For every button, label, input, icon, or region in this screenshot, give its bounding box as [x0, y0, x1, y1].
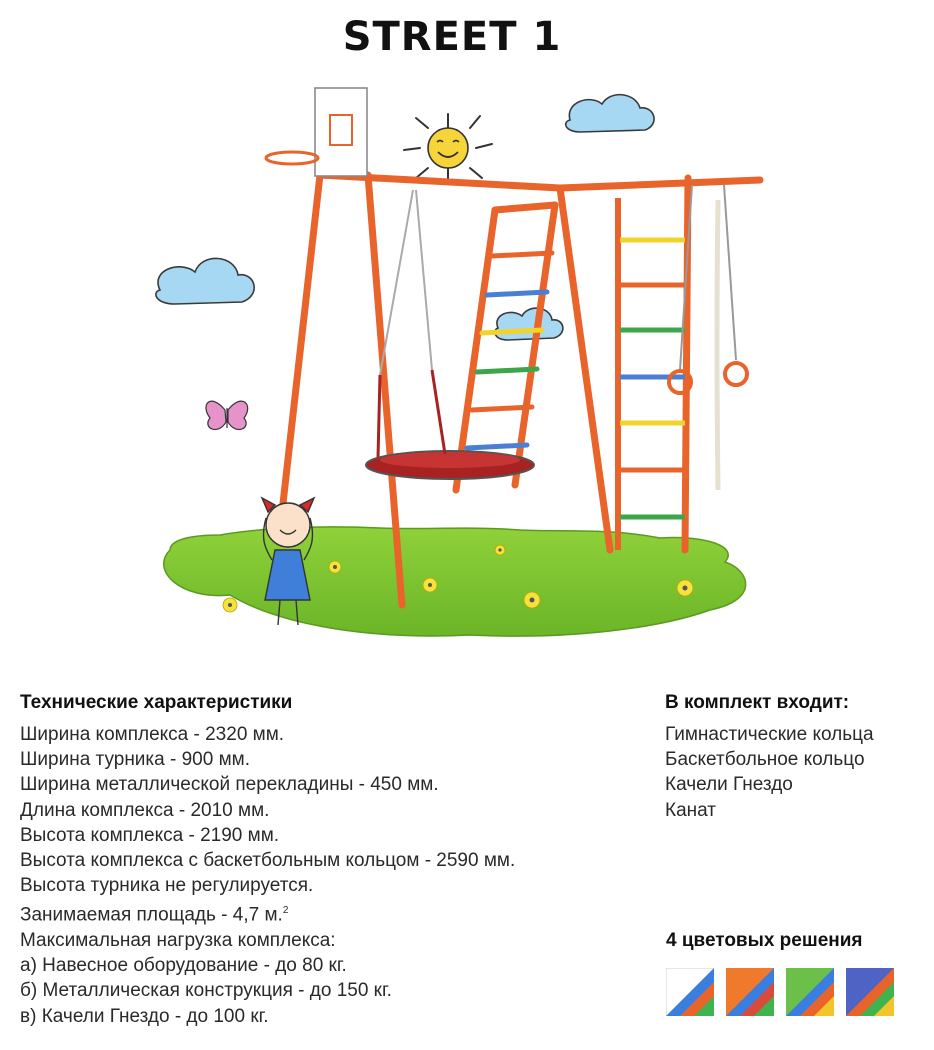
grass — [164, 527, 746, 636]
kit-item: Качели Гнездо — [665, 774, 793, 796]
gym-rings — [669, 185, 747, 393]
playground-illustration — [140, 80, 800, 650]
kit-section — [665, 692, 925, 823]
spec-line: Высота комплекса с баскетбольным кольцом - 2590 мм. — [20, 850, 516, 872]
ladder — [467, 253, 552, 448]
climbing-rope — [717, 200, 718, 490]
colors-section — [666, 930, 926, 960]
spec-line: а) Навесное оборудование - до 80 кг. — [20, 955, 347, 977]
spec-line: Ширина турника - 900 мм. — [20, 749, 250, 771]
swatch-orange — [726, 968, 774, 1016]
butterfly-icon — [206, 401, 248, 429]
swatch-green — [786, 968, 834, 1016]
spec-line: Максимальная нагрузка комплекса: — [20, 929, 336, 951]
spec-line: в) Качели Гнездо - до 100 кг. — [20, 1005, 269, 1027]
spec-area-superscript: 2 — [282, 905, 289, 917]
specs-heading: Технические характеристики — [20, 692, 293, 713]
spec-line: Ширина металлической перекладины - 450 мм. — [20, 774, 439, 796]
wall-bars — [620, 240, 685, 517]
spec-line-area — [20, 898, 640, 928]
spec-line: Ширина комплекса - 2320 мм. — [20, 724, 285, 745]
kit-item: Канат — [665, 799, 716, 821]
page-title: STREET 1 — [342, 14, 562, 60]
kit-item: Баскетбольное кольцо — [665, 749, 865, 771]
swatch-blue — [846, 968, 894, 1016]
basketball-hoop — [266, 152, 318, 164]
colors-heading: 4 цветовых решения — [666, 930, 863, 951]
spec-line: б) Металлическая конструкция - до 150 кг. — [20, 980, 392, 1002]
kit-item: Гимнастические кольца — [665, 724, 874, 745]
spec-line: Длина комплекса - 2010 мм. — [20, 799, 270, 821]
backboard — [315, 88, 367, 176]
spec-line: Высота турника не регулируется. — [20, 875, 314, 897]
sun-icon — [404, 114, 492, 184]
spec-area-text: Занимаемая площадь - 4,7 м. — [20, 904, 283, 926]
spec-line: Высота комплекса - 2190 мм. — [20, 824, 280, 846]
swatch-white — [666, 968, 714, 1016]
specs-section — [20, 692, 640, 1029]
kit-heading: В комплект входит: — [665, 692, 850, 713]
